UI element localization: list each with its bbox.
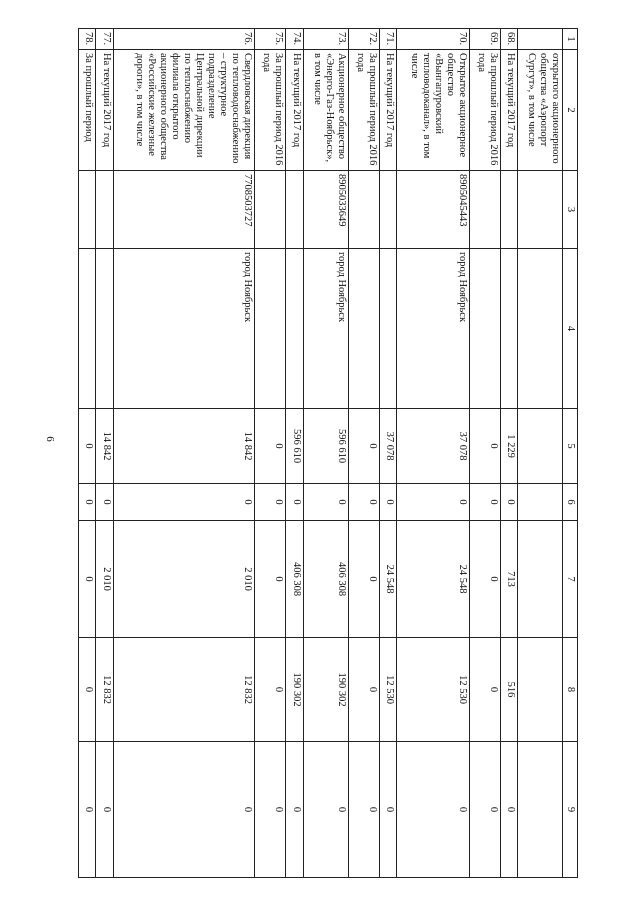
table-body [79,29,563,878]
value-cell: 12 832 [113,638,255,742]
value-cell [518,638,563,742]
location-cell [500,249,517,409]
inn-cell [286,171,303,249]
value-cell: 406 308 [286,521,303,638]
location-cell [79,249,96,409]
organization-name: За прошлый период [79,50,96,171]
value-cell: 516 [500,638,517,742]
value-cell: 0 [397,484,470,521]
row-number: 71. [379,29,396,50]
header-cell: 6 [563,484,578,521]
page-number: 6 [44,436,56,442]
value-cell [518,742,563,878]
header-cell: 5 [563,409,578,484]
table-row [469,29,500,878]
header-cell: 9 [563,742,578,878]
value-cell: 0 [113,742,255,878]
table-row [113,29,255,878]
row-number: 74. [286,29,303,50]
value-cell: 0 [255,409,286,484]
data-table [78,28,578,878]
organization-name: На текущий 2017 год [379,50,396,171]
value-cell: 37 078 [397,409,470,484]
table-row [96,29,113,878]
location-cell [96,249,113,409]
row-number: 77. [96,29,113,50]
location-cell: город Ноябрьск [113,249,255,409]
organization-name: За прошлый период 2016 года [255,50,286,171]
organization-name: За прошлый период 2016 года [348,50,379,171]
value-cell: 24 548 [379,521,396,638]
location-cell [348,249,379,409]
value-cell: 0 [79,521,96,638]
inn-cell [96,171,113,249]
row-number: 70. [397,29,470,50]
value-cell: 37 078 [379,409,396,484]
value-cell: 0 [469,521,500,638]
row-number: 68. [500,29,517,50]
value-cell: 0 [303,484,348,521]
value-cell: 0 [348,638,379,742]
location-cell [255,249,286,409]
value-cell: 14 842 [113,409,255,484]
value-cell: 0 [255,521,286,638]
row-number: 75. [255,29,286,50]
value-cell: 0 [255,742,286,878]
header-cell: 2 [563,50,578,171]
value-cell [518,521,563,638]
organization-name: На текущий 2017 год [96,50,113,171]
inn-cell [255,171,286,249]
header-cell: 1 [563,29,578,50]
value-cell: 0 [469,638,500,742]
location-cell [518,249,563,409]
value-cell: 0 [348,521,379,638]
value-cell: 0 [79,484,96,521]
value-cell: 1 229 [500,409,517,484]
value-cell: 713 [500,521,517,638]
value-cell: 406 308 [303,521,348,638]
inn-cell: 8905033649 [303,171,348,249]
row-number: 76. [113,29,255,50]
value-cell: 0 [255,638,286,742]
value-cell: 596 610 [286,409,303,484]
row-number [518,29,563,50]
table-row [79,29,96,878]
organization-name: За прошлый период 2016 года [469,50,500,171]
value-cell: 0 [79,409,96,484]
value-cell: 0 [397,742,470,878]
organization-name: Свердловская дирекция по тепловодоснабжению – структурное подразделение Центральной дирекции по теплоснабжению филиала открытого акционерного общества «Российские железные дороги», в том числе [113,50,255,171]
value-cell: 2 010 [113,521,255,638]
value-cell: 0 [303,742,348,878]
value-cell: 596 610 [303,409,348,484]
inn-cell: 7708503727 [113,171,255,249]
table-row [397,29,470,878]
header-cell: 3 [563,171,578,249]
value-cell: 0 [96,742,113,878]
value-cell [518,484,563,521]
value-cell: 0 [379,484,396,521]
value-cell: 0 [348,484,379,521]
value-cell: 0 [255,484,286,521]
value-cell: 0 [469,409,500,484]
value-cell: 0 [286,742,303,878]
value-cell: 12 530 [379,638,396,742]
inn-cell [348,171,379,249]
organization-name: открытого акционерного общества «Аэропорт Сургут», в том числе [518,50,563,171]
inn-cell [379,171,396,249]
location-cell: город Ноябрьск [303,249,348,409]
rotated-table-wrapper [78,28,578,877]
table-row [348,29,379,878]
value-cell [518,409,563,484]
value-cell: 24 548 [397,521,470,638]
value-cell: 2 010 [96,521,113,638]
table-row [303,29,348,878]
value-cell: 0 [348,409,379,484]
inn-cell [79,171,96,249]
header-cell: 7 [563,521,578,638]
organization-name: На текущий 2017 год [500,50,517,171]
table-row [286,29,303,878]
value-cell: 0 [79,742,96,878]
row-number: 78. [79,29,96,50]
table-row [518,29,563,878]
value-cell: 0 [79,638,96,742]
row-number: 73. [303,29,348,50]
value-cell: 0 [113,484,255,521]
inn-cell: 8905045443 [397,171,470,249]
value-cell: 0 [286,484,303,521]
row-number: 72. [348,29,379,50]
table-row [379,29,396,878]
value-cell: 14 842 [96,409,113,484]
value-cell: 12 530 [397,638,470,742]
row-number: 69. [469,29,500,50]
organization-name: Акционерное общество «Энерго-Газ-Ноябрьск», в том числе [303,50,348,171]
value-cell: 190 302 [303,638,348,742]
location-cell: город Ноябрьск [397,249,470,409]
value-cell: 0 [500,484,517,521]
inn-cell [500,171,517,249]
location-cell [469,249,500,409]
value-cell: 0 [379,742,396,878]
table-row [255,29,286,878]
value-cell: 12 832 [96,638,113,742]
location-cell [379,249,396,409]
header-cell: 8 [563,638,578,742]
value-cell: 190 302 [286,638,303,742]
organization-name: Открытое акционерное общество «Вынгапуровский тепловодоканал», в том числе [397,50,470,171]
value-cell: 0 [469,484,500,521]
header-row [563,29,578,878]
value-cell: 0 [96,484,113,521]
table-row [500,29,517,878]
location-cell [286,249,303,409]
header-cell: 4 [563,249,578,409]
value-cell: 0 [348,742,379,878]
inn-cell [518,171,563,249]
inn-cell [469,171,500,249]
organization-name: На текущий 2017 год [286,50,303,171]
value-cell: 0 [500,742,517,878]
value-cell: 0 [469,742,500,878]
